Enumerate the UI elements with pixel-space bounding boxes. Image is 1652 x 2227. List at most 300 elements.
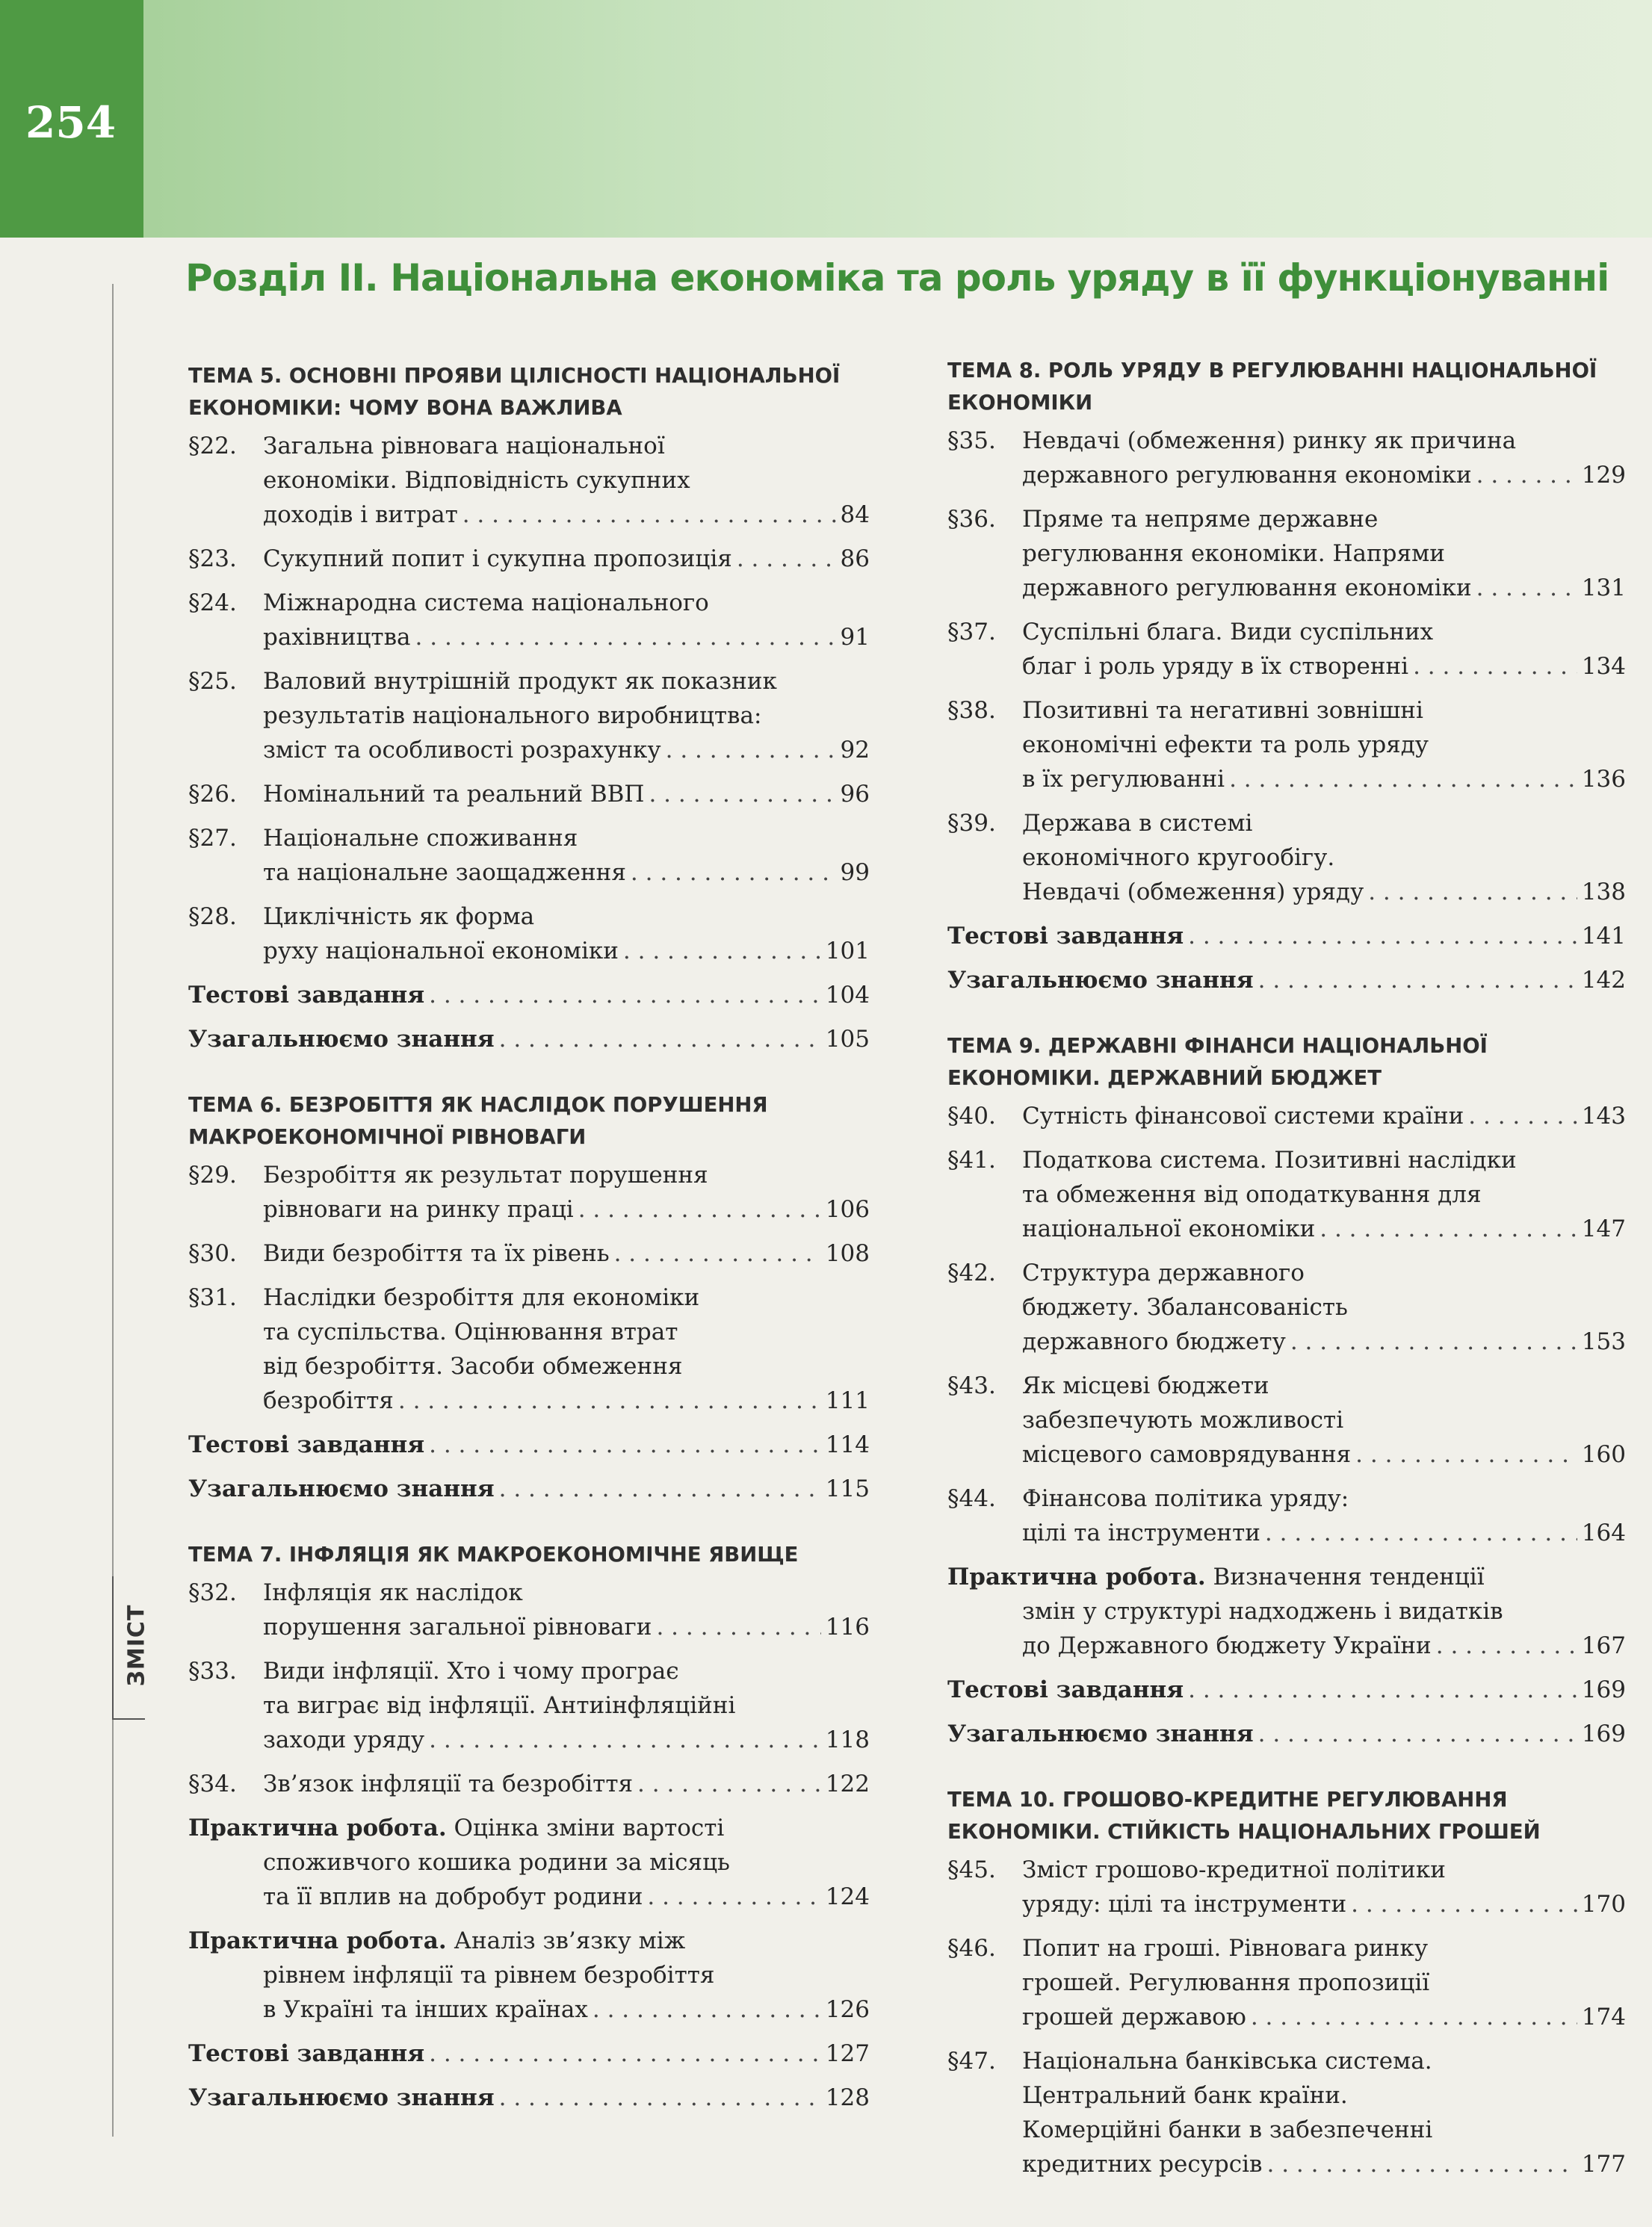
toc-last-line [1022,1099,1626,1133]
toc-entry-body [188,1472,870,1506]
page-number: 254 [25,97,117,148]
toc-entry-text: Види безробіття та їх рівень [263,1240,610,1267]
toc-entry-body [947,963,1626,997]
toc-entry-body [1022,1099,1626,1133]
toc-entry-line [188,1924,870,1958]
toc-entry-text: в Україні та інших країнах [263,1996,588,2023]
toc-entry-line: Суспільні блага. Види суспільних [1022,619,1434,645]
section-number: §41. [947,1147,996,1174]
toc-entry-line: Комерційні банки в забезпеченні [1022,2116,1433,2143]
toc-entry-line: рівнем інфляції та рівнем безробіття [263,1962,715,1989]
toc-last-line [1022,762,1626,796]
toc-last-line [188,2081,870,2115]
toc-entry-body [263,1576,870,1644]
toc-last-line [188,1992,870,2027]
toc-entry-body [1022,1481,1626,1550]
toc-entry-text: Зв’язок інфляції та безробіття [263,1771,634,1797]
toc-page-number: 84 [840,501,870,528]
toc-page-number: 136 [1581,766,1626,793]
section-number: §34. [188,1771,237,1797]
section-number: §24. [188,589,237,616]
toc-entry-text: державного регулювання економіки [1022,462,1472,489]
toc-page-number: 143 [1581,1103,1626,1130]
section-number: §45. [947,1856,996,1883]
toc-entry[interactable] [188,664,870,767]
toc-entry-body [1022,2044,1626,2181]
toc-last-line [188,1022,870,1056]
toc-entry-line: Безробіття як результат порушення [263,1162,708,1189]
toc-last-line [947,1673,1626,1707]
toc-page-number: 131 [1581,574,1626,601]
toc-entry-text: доходів і витрат [263,501,458,528]
toc-entry-text: порушення загальної рівноваги [263,1614,652,1641]
toc-entry-text: Тестові завдання [188,2040,425,2067]
toc-entry[interactable] [947,615,1626,684]
section-number: §31. [188,1284,237,1311]
toc-extra-entry[interactable] [188,1811,870,1914]
toc-entry[interactable] [947,1369,1626,1472]
toc-extra-entry[interactable] [947,963,1626,997]
toc-entry-text: Узагальнюємо знання [947,1720,1254,1747]
toc-entry-text: та її вплив на добробут родини [263,1883,643,1910]
toc-last-line [188,978,870,1012]
side-label: ЗМІСТ [123,1604,150,1687]
toc-topic [188,1089,870,1506]
toc-extra-entry[interactable] [188,978,870,1012]
dot-leader [463,498,836,532]
toc-entry-text: рівноваги на ринку праці [263,1196,574,1223]
toc-page-number: 170 [1581,1891,1626,1918]
toc-entry-line: Зміст грошово-кредитної політики [1022,1856,1446,1883]
dot-leader [1413,649,1577,684]
toc-page-number: 116 [825,1614,870,1641]
section-number: §40. [947,1103,996,1130]
dot-leader [1188,1673,1577,1707]
toc-entry-line: Позитивні та негативні зовнішні [1022,697,1423,724]
section-number: §27. [188,825,237,852]
topic-heading-line: ЕКОНОМІКИ. ДЕРЖАВНИЙ БЮДЖЕТ [947,1066,1382,1090]
topic-heading-line: ЕКОНОМІКИ [947,391,1093,415]
toc-entry[interactable] [947,1143,1626,1246]
toc-entry-text: Визначення тенденції [1205,1564,1485,1591]
section-number: §43. [947,1372,996,1399]
toc-entry-line: Невдачі (обмеження) ринку як причина [1022,427,1517,454]
toc-entry-line: економічного кругообігу. [1022,844,1335,871]
toc-last-line [947,1717,1626,1751]
dot-leader [1351,1887,1577,1921]
toc-entry-body [263,586,870,654]
toc-entry-body [1022,693,1626,796]
toc-topic [947,355,1626,997]
toc-entry-text: Оцінка зміни вартості [446,1815,725,1842]
toc-entry-body [188,1924,870,2027]
section-number: §28. [188,903,237,930]
toc-entry[interactable] [188,1654,870,1757]
toc-last-line [188,1880,870,1914]
toc-entry-line: від безробіття. Засоби обмеження [263,1353,683,1380]
toc-entry-line: Структура державного [1022,1260,1305,1286]
bold-lead: Практична робота. [188,1927,447,1954]
toc-last-line [263,1767,870,1801]
toc-page-number: 86 [840,545,870,572]
toc-entry-line: результатів національного виробництва: [263,702,762,729]
toc-entry-body [188,1811,870,1914]
toc-last-line [1022,1437,1626,1472]
dot-leader [1468,1099,1577,1133]
toc-last-line [263,1384,870,1418]
toc-entry-text: Сутність фінансової системи країни [1022,1103,1464,1130]
toc-page-number: 174 [1581,2004,1626,2031]
toc-entry-line: економіки. Відповідність сукупних [263,467,690,494]
topic-heading-line: ТЕМА 8. РОЛЬ УРЯДУ В РЕГУЛЮВАННІ НАЦІОНАЛЬНОЇ [947,359,1597,382]
dot-leader [649,777,835,811]
toc-entry[interactable] [188,1767,870,1801]
toc-extra-entry[interactable] [188,1022,870,1056]
section-number: §23. [188,545,237,572]
toc-entry[interactable] [188,777,870,811]
topic-heading-line: ЕКОНОМІКИ. СТІЙКІСТЬ НАЦІОНАЛЬНИХ ГРОШЕЙ [947,1820,1541,1844]
toc-page-number: 138 [1581,879,1626,905]
toc-last-line [188,1428,870,1462]
toc-topic [947,1030,1626,1751]
toc-entry-body [263,1767,870,1801]
dot-leader [656,1610,820,1644]
toc-entry-text: Узагальнюємо знання [188,1026,495,1053]
toc-entry[interactable] [947,1256,1626,1359]
toc-extra-entry[interactable] [947,1717,1626,1751]
toc-entry-line: регулювання економіки. Напрями [1022,540,1445,567]
toc-page-number: 115 [825,1475,870,1502]
dot-leader [1476,571,1577,605]
section-number: §25. [188,668,237,695]
toc-last-line [1022,875,1626,909]
section-number: §46. [947,1935,996,1962]
dot-leader [1355,1437,1577,1472]
toc-entry[interactable] [947,2044,1626,2181]
toc-entry-body [1022,1256,1626,1359]
toc-page-number: 160 [1581,1441,1626,1468]
toc-last-line [947,1629,1626,1663]
toc-entry[interactable] [947,1931,1626,2034]
toc-page-number: 142 [1581,967,1626,994]
toc-entry-body [263,542,870,576]
toc-page-number: 169 [1581,1676,1626,1703]
toc-entry-text: благ і роль уряду в їх створенні [1022,653,1409,680]
toc-extra-entry[interactable] [947,919,1626,953]
toc-extra-entry[interactable] [188,1924,870,2027]
toc-last-line [1022,1212,1626,1246]
toc-entry-line: Циклічність як форма [263,903,535,930]
toc-page-number: 114 [825,1431,870,1458]
toc-entry-line: Валовий внутрішній продукт як показник [263,668,777,695]
dot-leader [1290,1325,1577,1359]
toc-entry-body [188,1022,870,1056]
toc-page-number: 147 [1581,1215,1626,1242]
toc-extra-entry[interactable] [188,2036,870,2071]
toc-entry-text: кредитних ресурсів [1022,2151,1263,2178]
topic-heading [188,1539,870,1571]
toc-entry-line: Загальна рівновага національної [263,433,665,459]
toc-page-number: 92 [840,737,870,764]
toc-entry-line: Види інфляції. Хто і чому програє [263,1658,679,1685]
toc-entry-text: безробіття [263,1387,394,1414]
toc-last-line [947,963,1626,997]
toc-entry-body [188,2036,870,2071]
toc-entry-line: грошей. Регулювання пропозиції [1022,1969,1430,1996]
toc-entry-line: та виграє від інфляції. Антиінфляційні [263,1692,736,1719]
section-number: §39. [947,810,996,837]
toc-entry-body [188,978,870,1012]
toc-page-number: 101 [825,938,870,964]
toc-last-line [188,1472,870,1506]
toc-entry-line: Національна банківська система. [1022,2048,1432,2075]
dot-leader [666,733,836,767]
dot-leader [631,855,836,890]
toc-entry-text: державного бюджету [1022,1328,1286,1355]
toc-entry[interactable] [947,1481,1626,1550]
toc-entry[interactable] [947,1853,1626,1921]
toc-entry-line: Держава в системі [1022,810,1253,837]
toc-entry-line: економічні ефекти та роль уряду [1022,731,1429,758]
topic-heading [188,1089,870,1153]
dot-leader [429,978,821,1012]
bold-lead: Практична робота. [188,1815,447,1842]
toc-extra-entry[interactable] [188,1472,870,1506]
toc-entry-line: Наслідки безробіття для економіки [263,1284,700,1311]
toc-entry-body [1022,1931,1626,2034]
dot-leader [429,1723,821,1757]
toc-entry-text: руху національної економіки [263,938,619,964]
toc-entry-text: місцевого самоврядування [1022,1441,1352,1468]
toc-page-number: 134 [1581,653,1626,680]
toc-entry-body [263,777,870,811]
toc-page-number: 128 [825,2084,870,2111]
toc-entry-body [263,1280,870,1418]
page-number-tab [0,0,143,238]
toc-page-number: 111 [825,1387,870,1414]
toc-last-line [947,919,1626,953]
dot-leader [499,1022,821,1056]
toc-entry[interactable] [188,1576,870,1644]
toc-topic [947,1784,1626,2181]
toc-entry-text: Тестові завдання [947,1676,1184,1703]
toc-entry-body [188,2081,870,2115]
header-band [0,0,1652,238]
toc-last-line [263,542,870,576]
toc-entry-text: Сукупний попит і сукупна пропозиція [263,545,732,572]
dot-leader [1267,2147,1577,2181]
dot-leader [1188,919,1577,953]
toc-last-line [1022,2000,1626,2034]
toc-entry[interactable] [188,1236,870,1271]
section-number: §26. [188,781,237,808]
toc-entry-line: забезпечують можливості [1022,1407,1344,1434]
dot-leader [1258,963,1577,997]
toc-last-line [1022,1325,1626,1359]
toc-entry-body [263,1158,870,1227]
toc-entry[interactable] [188,586,870,654]
toc-topic [188,1539,870,2115]
toc-last-line [1022,2147,1626,2181]
toc-entry-line: Податкова система. Позитивні наслідки [1022,1147,1517,1174]
topic-heading-line: ТЕМА 5. ОСНОВНІ ПРОЯВИ ЦІЛІСНОСТІ НАЦІОНАЛЬНОЇ [188,364,841,388]
section-number: §38. [947,697,996,724]
toc-entry-body [947,1717,1626,1751]
toc-last-line [263,1610,870,1644]
toc-page-number: 141 [1581,923,1626,950]
section-number: §44. [947,1485,996,1512]
section-title: Розділ II. Національна економіка та роль уряду в її функціонуванні [185,256,1609,300]
dot-leader [1368,875,1577,909]
toc-last-line [263,1236,870,1271]
section-number: §33. [188,1658,237,1685]
topic-heading-line: ТЕМА 6. БЕЗРОБІТТЯ ЯК НАСЛІДОК ПОРУШЕННЯ [188,1093,768,1117]
toc-entry-text: в їх регулюванні [1022,766,1225,793]
toc-entry-body [1022,615,1626,684]
dot-leader [429,1428,821,1462]
toc-entry[interactable] [188,1280,870,1418]
topic-heading-line: МАКРОЕКОНОМІЧНОЇ РІВНОВАГИ [188,1125,587,1149]
toc-page-number: 106 [825,1196,870,1223]
toc-entry[interactable] [947,1099,1626,1133]
bold-lead: Практична робота. [947,1564,1206,1591]
toc-entry-text: Тестові завдання [188,1431,425,1458]
toc-page-number: 126 [825,1996,870,2023]
toc-entry-line: бюджету. Збалансованість [1022,1294,1348,1321]
toc-page-number: 127 [825,2040,870,2067]
section-number: §32. [188,1579,237,1606]
topic-heading-line: ТЕМА 9. ДЕРЖАВНІ ФІНАНСИ НАЦІОНАЛЬНОЇ [947,1034,1488,1058]
toc-entry[interactable] [947,424,1626,492]
dot-leader [499,2081,821,2115]
toc-page-number: 118 [825,1726,870,1753]
toc-extra-entry[interactable] [947,1560,1626,1663]
toc-page-number: 177 [1581,2151,1626,2178]
toc-last-line [188,2036,870,2071]
topic-heading-line: ТЕМА 10. ГРОШОВО-КРЕДИТНЕ РЕГУЛЮВАННЯ [947,1788,1508,1812]
section-number: §36. [947,506,996,533]
dot-leader [415,620,836,654]
toc-entry[interactable] [188,899,870,968]
dot-leader [637,1767,821,1801]
toc-last-line [1022,458,1626,492]
toc-entry-text: Аналіз зв’язку між [446,1927,686,1954]
dot-leader [623,934,821,968]
toc-entry-text: Узагальнюємо знання [188,2084,495,2111]
toc-entry-body [263,899,870,968]
toc-page-number: 108 [825,1240,870,1267]
dot-leader [1436,1629,1577,1663]
toc-page-number: 129 [1581,462,1626,489]
toc-entry-line: Міжнародна система національного [263,589,709,616]
toc-entry-body [263,664,870,767]
toc-entry-text: державного регулювання економіки [1022,574,1472,601]
toc-entry-text: уряду: цілі та інструменти [1022,1891,1347,1918]
section-number: §37. [947,619,996,645]
dot-leader [578,1192,821,1227]
toc-extra-entry[interactable] [188,2081,870,2115]
toc-entry-body [263,821,870,890]
toc-entry-body [947,1560,1626,1663]
section-number: §42. [947,1260,996,1286]
toc-entry-body [1022,424,1626,492]
topic-heading [947,355,1626,419]
dot-leader [1229,762,1577,796]
topic-heading [947,1784,1626,1848]
section-number: §30. [188,1240,237,1267]
toc-last-line [263,777,870,811]
toc-entry-text: Узагальнюємо знання [188,1475,495,1502]
toc-entry[interactable] [188,429,870,532]
toc-entry-text: Узагальнюємо знання [947,967,1254,994]
dot-leader [647,1880,820,1914]
toc-extra-entry[interactable] [947,1673,1626,1707]
section-number: §47. [947,2048,996,2075]
toc-entry[interactable] [188,821,870,890]
toc-page-number: 122 [825,1771,870,1797]
toc-entry[interactable] [947,806,1626,909]
toc-entry-body [947,1673,1626,1707]
toc-entry-body [263,1236,870,1271]
toc-last-line [1022,649,1626,684]
toc-entry[interactable] [188,542,870,576]
toc-extra-entry[interactable] [188,1428,870,1462]
toc-last-line [263,498,870,532]
toc-last-line [263,733,870,767]
toc-entry-line: споживчого кошика родини за місяць [263,1849,730,1876]
toc-last-line [1022,1516,1626,1550]
toc-entry-line [188,1811,870,1845]
toc-entry-text: Тестові завдання [947,923,1184,950]
topic-heading-line: ТЕМА 7. ІНФЛЯЦІЯ ЯК МАКРОЕКОНОМІЧНЕ ЯВИЩЕ [188,1543,799,1567]
toc-page-number: 91 [840,624,870,651]
toc-topic [188,360,870,1056]
section-number: §35. [947,427,996,454]
toc-entry-body [1022,1143,1626,1246]
dot-leader [1265,1516,1577,1550]
toc-entry-line: та обмеження від оподаткування для [1022,1181,1482,1208]
toc-entry-line: Центральний банк країни. [1022,2082,1348,2109]
toc-entry[interactable] [947,693,1626,796]
toc-entry-body [1022,502,1626,605]
dot-leader [1251,2000,1577,2034]
toc-entry-line [947,1560,1626,1594]
toc-entry[interactable] [947,502,1626,605]
toc-last-line [263,1192,870,1227]
toc-entry-body [1022,1369,1626,1472]
dot-leader [614,1236,821,1271]
dot-leader [1258,1717,1577,1751]
toc-last-line [263,620,870,654]
toc-page-number: 167 [1581,1632,1626,1659]
toc-entry[interactable] [188,1158,870,1227]
toc-entry-body [947,919,1626,953]
toc-entry-line: Попит на гроші. Рівновага ринку [1022,1935,1429,1962]
dot-leader [398,1384,821,1418]
toc-page-number: 104 [825,982,870,1009]
toc-entry-line: змін у структурі надходжень і видатків [1022,1598,1503,1625]
toc-entry-body [263,429,870,532]
section-number: §22. [188,433,237,459]
toc-page-number: 99 [840,859,870,886]
toc-last-line [263,934,870,968]
toc-entry-body [1022,806,1626,909]
toc-entry-text: рахівництва [263,624,411,651]
toc-page-number: 169 [1581,1720,1626,1747]
toc-entry-line: Національне споживання [263,825,578,852]
toc-right-column [947,355,1626,2214]
dot-leader [593,1992,821,2027]
